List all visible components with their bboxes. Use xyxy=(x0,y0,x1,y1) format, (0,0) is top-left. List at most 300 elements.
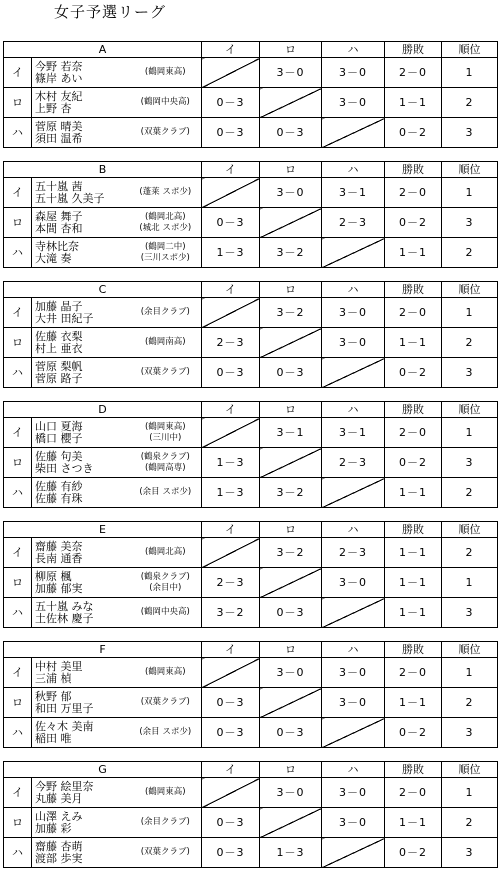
player-name: 加藤 郁実 xyxy=(35,581,83,595)
match-score: 2－3 xyxy=(202,328,260,358)
match-score: 2－3 xyxy=(322,208,385,238)
pair-mark: イ xyxy=(4,658,32,688)
column-header: ロ xyxy=(260,402,322,418)
team-affiliation xyxy=(130,208,202,238)
group-name: A xyxy=(4,42,202,58)
player-names xyxy=(32,478,130,508)
pair-row xyxy=(4,358,498,388)
rank: 2 xyxy=(442,688,498,718)
rank: 3 xyxy=(442,718,498,748)
pair-mark: イ xyxy=(4,178,32,208)
player-name: 大井 田紀子 xyxy=(35,311,94,325)
column-header: 順位 xyxy=(442,42,498,58)
team-name: (双葉クラブ) xyxy=(140,367,190,377)
column-header: 勝敗 xyxy=(385,402,442,418)
player-names xyxy=(32,688,130,718)
rank: 2 xyxy=(442,88,498,118)
self-match-cell xyxy=(322,478,385,508)
group-header-row xyxy=(4,762,498,778)
pair-row xyxy=(4,58,498,88)
player-name: 齋藤 美奈 xyxy=(35,539,83,553)
rank: 3 xyxy=(442,358,498,388)
rank: 1 xyxy=(442,58,498,88)
player-name: 和田 万里子 xyxy=(35,701,94,715)
match-score: 3－0 xyxy=(322,568,385,598)
win-loss-record: 0－2 xyxy=(385,718,442,748)
player-name: 土佐林 慶子 xyxy=(35,611,94,625)
rank: 1 xyxy=(442,298,498,328)
self-match-cell xyxy=(202,418,260,448)
match-score: 3－0 xyxy=(260,778,322,808)
win-loss-record: 0－2 xyxy=(385,208,442,238)
column-header: イ xyxy=(202,282,260,298)
group-table-c xyxy=(3,281,498,388)
pair-mark: イ xyxy=(4,778,32,808)
match-score: 3－0 xyxy=(322,328,385,358)
player-names xyxy=(32,178,130,208)
player-name: 五十嵐 みな xyxy=(35,599,94,613)
team-affiliation xyxy=(130,568,202,598)
column-header: 勝敗 xyxy=(385,522,442,538)
player-names xyxy=(32,718,130,748)
column-header: 勝敗 xyxy=(385,42,442,58)
player-names xyxy=(32,88,130,118)
group-header-row xyxy=(4,642,498,658)
player-name: 橋口 櫻子 xyxy=(35,431,83,445)
team-name: (鶴岡北高) xyxy=(144,211,186,222)
win-loss-record: 1－1 xyxy=(385,478,442,508)
rank: 2 xyxy=(442,328,498,358)
team-affiliation xyxy=(130,88,202,118)
pair-row xyxy=(4,778,498,808)
team-name: (蓬莱 スポ少) xyxy=(139,187,192,197)
team-affiliation xyxy=(130,658,202,688)
player-name: 長南 通香 xyxy=(35,551,83,565)
match-score: 0－3 xyxy=(202,808,260,838)
player-name: 稲田 唯 xyxy=(35,731,72,745)
match-score: 1－3 xyxy=(202,478,260,508)
self-match-cell xyxy=(260,568,322,598)
player-name: 三浦 楨 xyxy=(35,671,72,685)
player-name: 木村 友紀 xyxy=(35,89,83,103)
pair-mark: ロ xyxy=(4,88,32,118)
team-affiliation xyxy=(130,688,202,718)
player-names xyxy=(32,598,130,628)
match-score: 0－3 xyxy=(202,118,260,148)
match-score: 3－0 xyxy=(322,658,385,688)
rank: 3 xyxy=(442,208,498,238)
team-affiliation xyxy=(130,448,202,478)
column-header: ハ xyxy=(322,282,385,298)
pair-row xyxy=(4,328,498,358)
match-score: 3－0 xyxy=(322,688,385,718)
team-name: (双葉クラブ) xyxy=(140,847,190,857)
self-match-cell xyxy=(260,208,322,238)
team-name: (双葉クラブ) xyxy=(140,697,190,707)
match-score: 0－3 xyxy=(260,598,322,628)
match-score: 3－0 xyxy=(260,178,322,208)
group-header-row xyxy=(4,402,498,418)
self-match-cell xyxy=(202,178,260,208)
self-match-cell xyxy=(322,718,385,748)
player-name: 菅原 晴美 xyxy=(35,119,83,133)
self-match-cell xyxy=(202,538,260,568)
pair-mark: ハ xyxy=(4,718,32,748)
column-header: ハ xyxy=(322,642,385,658)
team-name: (余目 スポ少) xyxy=(139,487,192,497)
pair-mark: ロ xyxy=(4,688,32,718)
win-loss-record: 1－1 xyxy=(385,88,442,118)
player-name: 柳原 楓 xyxy=(35,569,72,583)
player-name: 今野 絵里奈 xyxy=(35,779,94,793)
column-header: ハ xyxy=(322,762,385,778)
match-score: 2－3 xyxy=(322,448,385,478)
match-score: 0－3 xyxy=(202,718,260,748)
player-name: 上野 杏 xyxy=(35,101,72,115)
match-score: 3－0 xyxy=(322,88,385,118)
match-score: 3－2 xyxy=(202,598,260,628)
player-name: 佐藤 衣梨 xyxy=(35,329,83,343)
pair-row xyxy=(4,178,498,208)
team-name: (鶴岡高専) xyxy=(144,462,186,473)
column-header: イ xyxy=(202,162,260,178)
group-table-e xyxy=(3,521,498,628)
player-names xyxy=(32,58,130,88)
team-name: (鶴岡二中) xyxy=(144,241,186,252)
rank: 3 xyxy=(442,838,498,868)
group-table-a xyxy=(3,41,498,148)
win-loss-record: 0－2 xyxy=(385,448,442,478)
win-loss-record: 1－1 xyxy=(385,598,442,628)
match-score: 3－0 xyxy=(322,778,385,808)
player-names xyxy=(32,358,130,388)
match-score: 0－3 xyxy=(260,118,322,148)
pair-mark: ロ xyxy=(4,568,32,598)
pair-mark: ハ xyxy=(4,358,32,388)
player-name: 中村 美里 xyxy=(35,659,83,673)
player-names xyxy=(32,208,130,238)
player-names xyxy=(32,808,130,838)
player-name: 篠岸 あい xyxy=(35,71,83,85)
player-name: 山口 夏海 xyxy=(35,419,83,433)
rank: 2 xyxy=(442,808,498,838)
group-header-row xyxy=(4,522,498,538)
team-name: (城北 スポ少) xyxy=(139,222,192,233)
page-title: 女子予選リーグ xyxy=(54,3,167,21)
group-name: C xyxy=(4,282,202,298)
team-affiliation xyxy=(130,298,202,328)
team-name: (余目 スポ少) xyxy=(139,727,192,737)
player-name: 加藤 晶子 xyxy=(35,299,83,313)
column-header: イ xyxy=(202,402,260,418)
player-name: 森屋 舞子 xyxy=(35,209,83,223)
match-score: 2－3 xyxy=(202,568,260,598)
team-name: (鶴泉クラブ) xyxy=(140,571,190,582)
team-affiliation xyxy=(130,118,202,148)
player-names xyxy=(32,328,130,358)
rank: 3 xyxy=(442,118,498,148)
win-loss-record: 0－2 xyxy=(385,358,442,388)
team-name: (鶴岡東高) xyxy=(144,667,186,677)
column-header: 順位 xyxy=(442,282,498,298)
column-header: 順位 xyxy=(442,522,498,538)
pair-row xyxy=(4,448,498,478)
pair-row xyxy=(4,208,498,238)
match-score: 3－0 xyxy=(260,658,322,688)
match-score: 3－0 xyxy=(322,58,385,88)
player-names xyxy=(32,118,130,148)
group-table-f xyxy=(3,641,498,748)
column-header: 順位 xyxy=(442,642,498,658)
player-names xyxy=(32,538,130,568)
rank: 1 xyxy=(442,658,498,688)
group-table-g xyxy=(3,761,498,868)
self-match-cell xyxy=(260,808,322,838)
pair-row xyxy=(4,118,498,148)
player-names xyxy=(32,238,130,268)
column-header: イ xyxy=(202,762,260,778)
rank: 1 xyxy=(442,778,498,808)
player-names xyxy=(32,418,130,448)
player-name: 柴田 さつき xyxy=(35,461,94,475)
pair-mark: ロ xyxy=(4,328,32,358)
team-name: (三川スポ少) xyxy=(140,252,190,263)
team-affiliation xyxy=(130,358,202,388)
team-name: (余目クラブ) xyxy=(140,817,190,827)
player-name: 佐々木 美南 xyxy=(35,719,94,733)
win-loss-record: 0－2 xyxy=(385,118,442,148)
team-name: (鶴泉クラブ) xyxy=(140,451,190,462)
self-match-cell xyxy=(322,598,385,628)
team-affiliation xyxy=(130,238,202,268)
match-score: 3－1 xyxy=(322,418,385,448)
team-name: (三川中) xyxy=(149,432,182,443)
pair-mark: ハ xyxy=(4,118,32,148)
column-header: 順位 xyxy=(442,402,498,418)
pair-row xyxy=(4,658,498,688)
team-name: (鶴岡東高) xyxy=(144,421,186,432)
player-names xyxy=(32,448,130,478)
rank: 3 xyxy=(442,448,498,478)
player-name: 村上 亜衣 xyxy=(35,341,83,355)
player-names xyxy=(32,568,130,598)
win-loss-record: 2－0 xyxy=(385,658,442,688)
rank: 1 xyxy=(442,418,498,448)
player-name: 佐藤 有珠 xyxy=(35,491,83,505)
pair-row xyxy=(4,718,498,748)
column-header: 勝敗 xyxy=(385,162,442,178)
team-name: (鶴岡中央高) xyxy=(140,97,190,107)
match-score: 3－2 xyxy=(260,538,322,568)
match-score: 2－3 xyxy=(322,538,385,568)
match-score: 0－3 xyxy=(202,358,260,388)
match-score: 3－2 xyxy=(260,298,322,328)
match-score: 0－3 xyxy=(202,838,260,868)
column-header: ハ xyxy=(322,402,385,418)
self-match-cell xyxy=(260,688,322,718)
player-name: 齋藤 杏萌 xyxy=(35,839,83,853)
self-match-cell xyxy=(322,238,385,268)
group-name: D xyxy=(4,402,202,418)
column-header: ロ xyxy=(260,42,322,58)
pair-row xyxy=(4,688,498,718)
rank: 1 xyxy=(442,178,498,208)
self-match-cell xyxy=(202,658,260,688)
win-loss-record: 1－1 xyxy=(385,328,442,358)
pair-mark: ハ xyxy=(4,478,32,508)
rank: 2 xyxy=(442,478,498,508)
team-affiliation xyxy=(130,478,202,508)
player-name: 寺林比奈 xyxy=(35,239,79,253)
self-match-cell xyxy=(260,448,322,478)
self-match-cell xyxy=(322,838,385,868)
column-header: ロ xyxy=(260,282,322,298)
player-name: 山澤 えみ xyxy=(35,809,83,823)
player-name: 今野 若奈 xyxy=(35,59,83,73)
pair-mark: イ xyxy=(4,538,32,568)
match-score: 1－3 xyxy=(260,838,322,868)
rank: 1 xyxy=(442,568,498,598)
pair-row xyxy=(4,568,498,598)
column-header: ハ xyxy=(322,42,385,58)
player-name: 大滝 奏 xyxy=(35,251,72,265)
win-loss-record: 1－1 xyxy=(385,538,442,568)
self-match-cell xyxy=(260,88,322,118)
win-loss-record: 1－1 xyxy=(385,568,442,598)
group-name: F xyxy=(4,642,202,658)
win-loss-record: 2－0 xyxy=(385,178,442,208)
column-header: ロ xyxy=(260,522,322,538)
group-table-b xyxy=(3,161,498,268)
player-names xyxy=(32,838,130,868)
match-score: 3－2 xyxy=(260,238,322,268)
player-name: 本間 杏和 xyxy=(35,221,83,235)
match-score: 3－0 xyxy=(322,808,385,838)
column-header: ロ xyxy=(260,762,322,778)
team-name: (余目中) xyxy=(149,582,182,593)
player-name: 五十嵐 茜 xyxy=(35,179,83,193)
player-name: 佐藤 句美 xyxy=(35,449,83,463)
player-name: 渡部 歩実 xyxy=(35,851,83,865)
column-header: ハ xyxy=(322,522,385,538)
match-score: 0－3 xyxy=(260,358,322,388)
win-loss-record: 2－0 xyxy=(385,418,442,448)
pair-mark: ハ xyxy=(4,238,32,268)
column-header: ロ xyxy=(260,642,322,658)
player-name: 佐藤 有紗 xyxy=(35,479,83,493)
player-names xyxy=(32,658,130,688)
win-loss-record: 0－2 xyxy=(385,838,442,868)
player-name: 丸藤 美月 xyxy=(35,791,83,805)
column-header: 順位 xyxy=(442,162,498,178)
column-header: 順位 xyxy=(442,762,498,778)
self-match-cell xyxy=(202,778,260,808)
team-name: (鶴岡東高) xyxy=(144,67,186,77)
rank: 2 xyxy=(442,538,498,568)
group-header-row xyxy=(4,162,498,178)
column-header: ロ xyxy=(260,162,322,178)
win-loss-record: 2－0 xyxy=(385,58,442,88)
pair-row xyxy=(4,418,498,448)
group-name: G xyxy=(4,762,202,778)
match-score: 0－3 xyxy=(260,718,322,748)
rank: 2 xyxy=(442,238,498,268)
team-affiliation xyxy=(130,808,202,838)
match-score: 1－3 xyxy=(202,448,260,478)
team-affiliation xyxy=(130,598,202,628)
win-loss-record: 1－1 xyxy=(385,688,442,718)
team-affiliation xyxy=(130,838,202,868)
column-header: 勝敗 xyxy=(385,282,442,298)
team-affiliation xyxy=(130,58,202,88)
player-name: 菅原 路子 xyxy=(35,371,83,385)
pair-mark: イ xyxy=(4,418,32,448)
win-loss-record: 2－0 xyxy=(385,298,442,328)
pair-row xyxy=(4,238,498,268)
group-header-row xyxy=(4,42,498,58)
match-score: 3－1 xyxy=(322,178,385,208)
team-affiliation xyxy=(130,718,202,748)
self-match-cell xyxy=(202,58,260,88)
match-score: 0－3 xyxy=(202,208,260,238)
match-score: 0－3 xyxy=(202,688,260,718)
pair-row xyxy=(4,298,498,328)
player-name: 菅原 梨帆 xyxy=(35,359,83,373)
group-name: E xyxy=(4,522,202,538)
team-name: (鶴岡中央高) xyxy=(140,607,190,617)
match-score: 3－2 xyxy=(260,478,322,508)
match-score: 0－3 xyxy=(202,88,260,118)
player-name: 秋野 郁 xyxy=(35,689,72,703)
column-header: イ xyxy=(202,42,260,58)
column-header: 勝敗 xyxy=(385,642,442,658)
win-loss-record: 2－0 xyxy=(385,778,442,808)
pair-row xyxy=(4,88,498,118)
pair-row xyxy=(4,478,498,508)
team-name: (余目クラブ) xyxy=(140,307,190,317)
pair-row xyxy=(4,808,498,838)
pair-row xyxy=(4,538,498,568)
player-names xyxy=(32,298,130,328)
team-name: (鶴岡南高) xyxy=(144,337,186,347)
player-name: 五十嵐 久美子 xyxy=(35,191,105,205)
match-score: 3－0 xyxy=(260,58,322,88)
player-names xyxy=(32,778,130,808)
team-affiliation xyxy=(130,178,202,208)
team-affiliation xyxy=(130,418,202,448)
self-match-cell xyxy=(202,298,260,328)
group-name: B xyxy=(4,162,202,178)
team-name: (双葉クラブ) xyxy=(140,127,190,137)
pair-mark: ロ xyxy=(4,208,32,238)
column-header: 勝敗 xyxy=(385,762,442,778)
pair-mark: イ xyxy=(4,58,32,88)
column-header: イ xyxy=(202,522,260,538)
column-header: イ xyxy=(202,642,260,658)
self-match-cell xyxy=(260,328,322,358)
team-name: (鶴岡東高) xyxy=(144,787,186,797)
team-name: (鶴岡北高) xyxy=(144,547,186,557)
win-loss-record: 1－1 xyxy=(385,808,442,838)
rank: 3 xyxy=(442,598,498,628)
group-table-d xyxy=(3,401,498,508)
column-header: ハ xyxy=(322,162,385,178)
match-score: 3－1 xyxy=(260,418,322,448)
pair-mark: ロ xyxy=(4,808,32,838)
self-match-cell xyxy=(322,118,385,148)
match-score: 1－3 xyxy=(202,238,260,268)
pair-row xyxy=(4,598,498,628)
